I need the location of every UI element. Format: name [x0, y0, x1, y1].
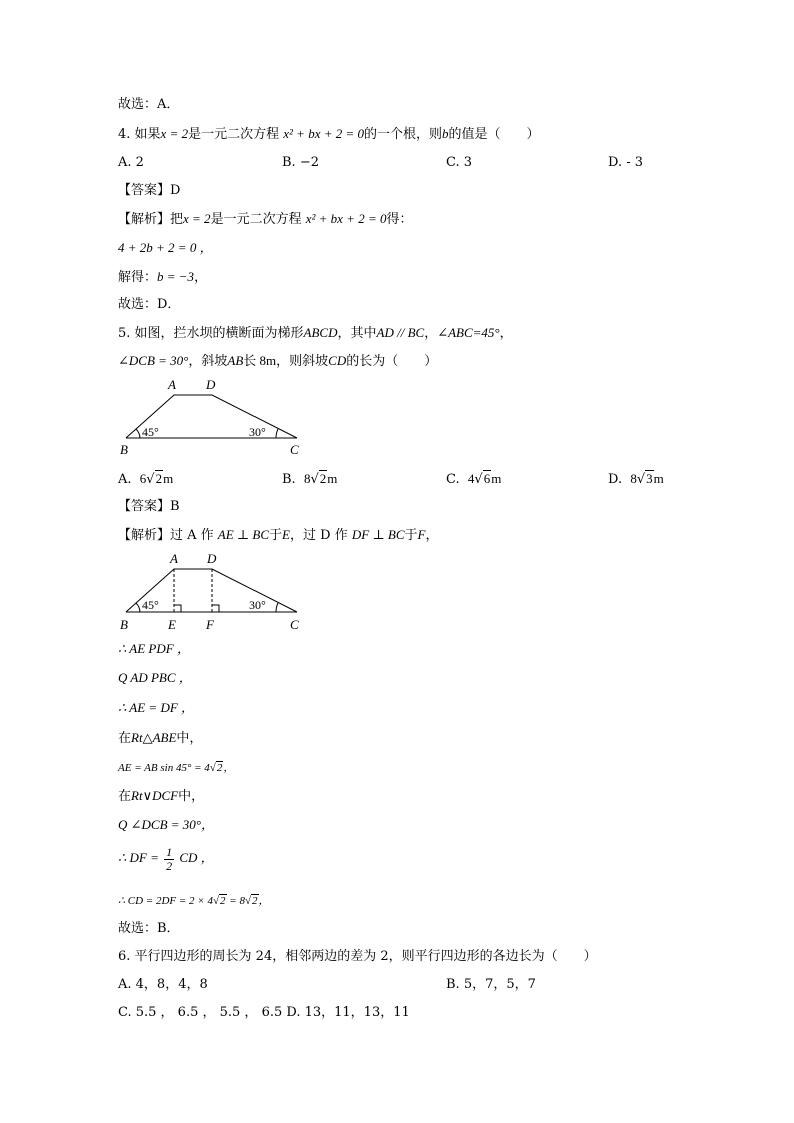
q4-step-2-pre: 解得：	[118, 270, 158, 285]
q5-line2-mid2: ，则斜坡	[276, 354, 329, 369]
q5-step-9-post: ，	[258, 895, 270, 907]
q4-step-2-equation: b = −3	[157, 269, 195, 284]
angle-b-arc	[136, 603, 140, 612]
q5-step-5	[118, 759, 234, 777]
q5-option-c-radicand: 6	[483, 471, 491, 486]
fig1-label-c: C	[290, 442, 299, 457]
q5-line1-pre: 5. 如图，拦水坝的横断面为梯形	[118, 326, 304, 341]
q5-option-d	[608, 470, 664, 489]
q5-stem-line-2	[118, 352, 437, 371]
q5-line2-post: 的长为（ ）	[346, 354, 438, 369]
q5-analysis-yu2: 于	[404, 528, 418, 543]
q4-stem-b: b	[442, 126, 449, 141]
fig2-label-e: E	[168, 617, 176, 632]
fig2-label-b: B	[120, 617, 128, 632]
radical-icon: √	[310, 472, 319, 487]
q5-step-6-post: 中，	[178, 789, 205, 804]
fig2-angle-c-label: 30°	[249, 598, 266, 612]
q5-step-4	[118, 729, 202, 748]
q5-line1-angle: ∠ABC=45°	[437, 325, 500, 340]
q5-analysis-pre: 【解析】过 A 作	[118, 528, 214, 543]
radical-icon: √	[474, 472, 483, 487]
q5-option-d-coef: 8	[630, 471, 637, 486]
q4-answer: 【答案】D	[118, 183, 181, 198]
fig2-label-f: F	[206, 617, 214, 632]
q4-analysis-x: x = 2	[183, 211, 211, 226]
q5-analysis-f: F	[417, 527, 426, 542]
q5-option-d-radicand: 3	[646, 471, 653, 486]
q5-step-8	[118, 843, 214, 873]
q4-stem-post1: 的一个根，则	[364, 127, 443, 142]
q5-step-4-triangle: Rt△ABE	[131, 730, 177, 745]
q5-option-d-unit: m	[653, 471, 664, 486]
q5-line2-mid: ，斜坡	[188, 354, 228, 369]
q5-step-6	[118, 787, 204, 806]
q5-step-8-pre: ∴ DF =	[118, 850, 159, 865]
q5-line2-angle: ∠DCB = 30°	[118, 353, 189, 368]
radical-icon: √	[146, 472, 155, 487]
q5-analysis-df: DF ⊥ BC	[351, 527, 405, 542]
q5-line1-sep: ，	[424, 326, 438, 341]
angle-b-arc	[136, 429, 140, 438]
q4-stem-post2: 的值是（ ）	[448, 127, 540, 142]
q4-stem-x: x = 2	[160, 126, 189, 141]
fraction-numerator: 1	[166, 844, 173, 859]
q5-option-b-coef: 8	[303, 471, 311, 486]
q5-analysis	[118, 526, 439, 545]
q5-step-4-post: 中，	[176, 731, 203, 746]
q5-analysis-figure	[112, 548, 312, 636]
right-angle-e	[174, 605, 181, 612]
q5-trapezoid-figure	[112, 374, 312, 460]
q5-option-a-label: A.	[118, 472, 132, 487]
radical-icon: √	[212, 895, 220, 907]
radical-icon: √	[244, 895, 251, 907]
q5-step-9-radicand-1: 2	[220, 895, 226, 907]
q5-step-1: ∴ AE PDF ，	[118, 641, 190, 656]
fig2-label-a: A	[170, 551, 178, 566]
q5-option-a-radicand: 2	[155, 471, 163, 486]
q3-conclusion: 故选：A．	[118, 97, 180, 112]
fig1-label-b: B	[120, 442, 128, 457]
q5-line1-abcd: ABCD	[303, 325, 338, 340]
q5-option-a	[118, 470, 173, 489]
q4-stem	[118, 125, 540, 144]
q5-step-9	[118, 892, 270, 910]
q5-step-5-post: ，	[223, 762, 235, 774]
fig1-label-d: D	[206, 377, 216, 392]
q5-option-c-label: C.	[446, 472, 460, 487]
angle-c-arc	[276, 603, 278, 612]
fig1-angle-b-label: 45°	[142, 425, 159, 439]
fig2-angle-b-label: 45°	[142, 598, 159, 612]
q5-step-9-pre: ∴ CD = 2DF = 2 × 4	[118, 895, 213, 907]
q5-step-6-pre: 在	[118, 789, 132, 804]
q5-line2-ab: AB	[227, 353, 244, 368]
q6-option-b: B. 5，7，5，7	[446, 977, 536, 992]
q5-step-8-post: CD ，	[179, 850, 214, 865]
q4-stem-equation: x² + bx + 2 = 0	[283, 126, 365, 141]
q4-option-d: D. - 3	[608, 155, 644, 170]
q5-option-a-coef: 6	[139, 471, 147, 486]
q5-step-4-pre: 在	[118, 731, 132, 746]
q4-step-1: 4 + 2b + 2 = 0 ，	[118, 240, 213, 255]
q4-analysis-post: 得：	[386, 212, 413, 227]
q5-step-7: Q ∠DCB = 30°，	[118, 817, 215, 832]
q4-option-c: C. 3	[446, 155, 473, 170]
q5-line2-length: 长 8m	[243, 353, 277, 368]
q4-conclusion: 故选：D．	[118, 297, 181, 312]
q4-step-2	[118, 268, 207, 287]
q5-step-5-pre: AE = AB sin 45° = 4	[118, 762, 210, 774]
q4-stem-mid: 是一元二次方程	[188, 127, 280, 142]
q4-analysis-mid: 是一元二次方程	[210, 212, 302, 227]
angle-c-arc	[276, 429, 278, 438]
q4-stem-pre: 4. 如果	[118, 127, 161, 142]
q5-option-c	[446, 470, 501, 489]
right-angle-f	[212, 605, 219, 612]
radical-icon: √	[209, 762, 216, 774]
fraction-denominator: 2	[166, 858, 173, 873]
q5-analysis-yu1: 于	[269, 528, 283, 543]
q5-answer: 【答案】B	[118, 499, 180, 514]
q5-analysis-mid: ，过 D 作	[290, 528, 348, 543]
fig2-label-d: D	[207, 551, 217, 566]
q4-analysis-pre: 【解析】把	[118, 212, 184, 227]
q5-analysis-ae: AE ⊥ BC	[217, 527, 270, 542]
q4-step-2-post: ，	[194, 270, 208, 285]
q4-analysis-equation: x² + bx + 2 = 0	[305, 211, 387, 226]
q5-option-b-radicand: 2	[319, 471, 327, 486]
q5-step-8-fraction	[164, 846, 174, 873]
q5-step-6-triangle: Rt∨DCF	[131, 788, 179, 803]
q5-step-5-radicand: 2	[216, 762, 223, 774]
q5-line1-post: ，	[499, 326, 513, 341]
q5-option-a-unit: m	[163, 471, 174, 486]
q5-option-d-label: D.	[608, 472, 623, 487]
q4-analysis	[118, 210, 413, 229]
q5-option-b-label: B.	[282, 472, 296, 487]
q5-analysis-e: E	[282, 527, 290, 542]
q5-line1-parallel: AD // BC	[376, 325, 425, 340]
q5-conclusion: 故选：B．	[118, 921, 180, 936]
fig1-angle-c-label: 30°	[249, 425, 266, 439]
q5-option-b	[282, 470, 337, 489]
q5-step-2: Q AD PBC ，	[118, 670, 192, 685]
q6-stem: 6. 平行四边形的周长为 24，相邻两边的差为 2，则平行四边形的各边长为（ ）	[118, 949, 597, 964]
q5-analysis-post: ，	[425, 528, 439, 543]
q6-option-c-d: C. 5.5 ， 6.5 ， 5.5 ， 6.5 D. 13，11，13，11	[118, 1005, 410, 1020]
q5-step-9-radicand-2: 2	[252, 895, 258, 907]
q4-option-b: B. −2	[282, 155, 319, 170]
q5-step-3: ∴ AE = DF ，	[118, 700, 195, 715]
q5-option-c-coef: 4	[467, 471, 475, 486]
q5-line1-mid: ，其中	[337, 326, 377, 341]
fig2-label-c: C	[290, 617, 299, 632]
q6-option-a: A. 4，8，4，8	[118, 977, 208, 992]
q4-option-a: A. 2	[118, 155, 144, 170]
q5-stem-line-1	[118, 324, 513, 343]
q5-step-9-mid: = 8	[226, 895, 245, 907]
q5-line2-cd: CD	[328, 353, 347, 368]
q5-option-c-unit: m	[491, 471, 502, 486]
q5-option-b-unit: m	[327, 471, 338, 486]
radical-icon: √	[636, 472, 646, 487]
fig1-label-a: A	[168, 377, 176, 392]
